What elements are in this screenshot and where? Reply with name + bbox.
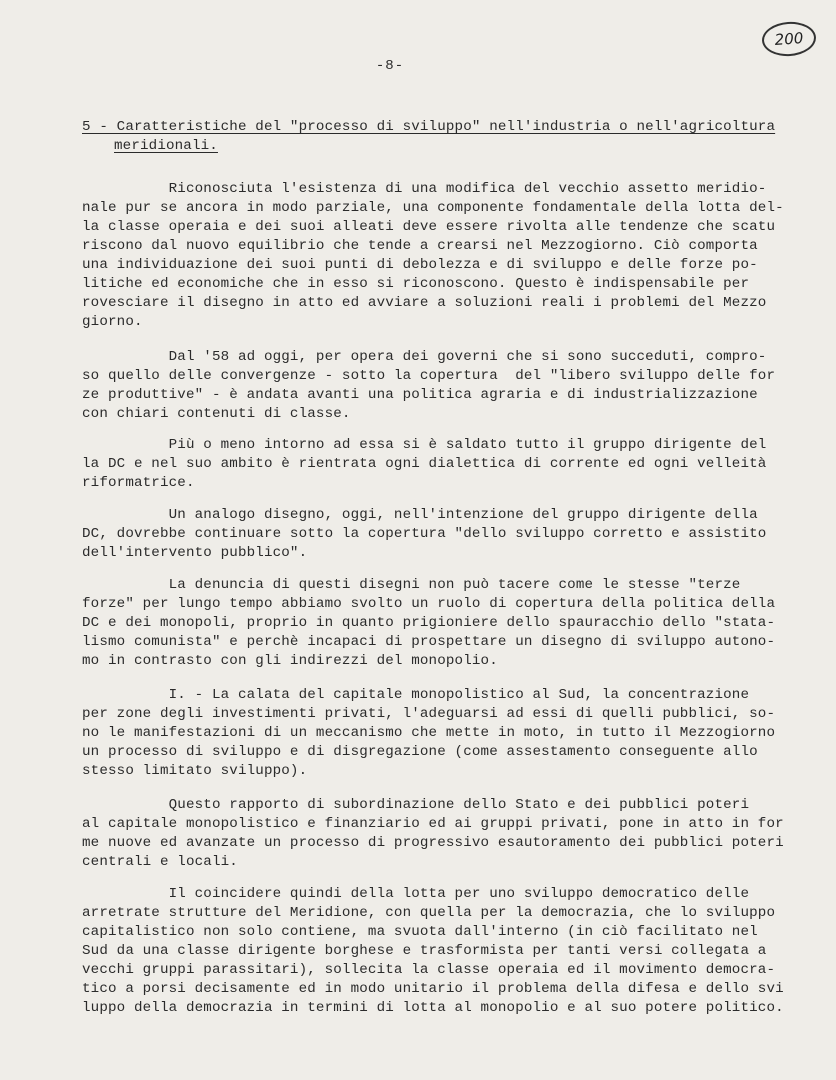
paragraph-8-line: tico a porsi decisamente ed in modo unitario il problema della difesa e dello svi — [82, 981, 784, 997]
paragraph-1-line: nale pur se ancora in modo parziale, una componente fondamentale della lotta del- — [82, 200, 784, 216]
paragraph-1-line: riscono dal nuovo equilibrio che tende a crearsi nel Mezzogiorno. Ciò comporta — [82, 238, 758, 254]
page-stamp: 200 — [761, 20, 817, 58]
paragraph-8-line: arretrate strutture del Meridione, con quella per la democrazia, che lo sviluppo — [82, 905, 776, 921]
paragraph-8-line: vecchi gruppi parassitari), sollecita la classe operaia ed il movimento democra- — [82, 962, 776, 978]
paragraph-8-line: Sud da una classe dirigente borghese e trasformista per tanti versi collegata a — [82, 943, 767, 959]
paragraph-1-line: rovesciare il disegno in atto ed avviare a soluzioni reali i problemi del Mezzo — [82, 295, 767, 311]
paragraph-1-line: una individuazione dei suoi punti di debolezza e di sviluppo e delle forze po- — [82, 257, 758, 273]
paragraph-2-line: con chiari contenuti di classe. — [82, 406, 351, 422]
paragraph-1-line: litiche ed economiche che in esso si riconoscono. Questo è indispensabile per — [82, 276, 750, 292]
paragraph-6-line: no le manifestazioni di un meccanismo che mette in moto, in tutto il Mezzogiorno — [82, 725, 776, 741]
paragraph-1-line: giorno. — [82, 314, 143, 330]
paragraph-7-line: al capitale monopolistico e finanziario ed ai gruppi privati, pone in atto in for — [82, 816, 784, 832]
paragraph-6-line: I. - La calata del capitale monopolistico al Sud, la concentrazione — [82, 687, 750, 703]
section-heading-line-2: meridionali. — [114, 138, 218, 154]
paragraph-6-line: per zone degli investimenti privati, l'adeguarsi ad essi di quelli pubblici, so- — [82, 706, 776, 722]
paragraph-4-line: dell'intervento pubblico". — [82, 545, 308, 561]
section-heading-line-1: 5 - Caratteristiche del "processo di sviluppo" nell'industria o nell'agricoltura — [82, 119, 776, 135]
paragraph-2-line: Dal '58 ad oggi, per opera dei governi che si sono succeduti, compro- — [82, 349, 767, 365]
paragraph-6-line: un processo di sviluppo e di disgregazione (come assestamento conseguente allo — [82, 744, 758, 760]
paragraph-7-line: me nuove ed avanzate un processo di progressivo esautoramento dei pubblici poteri — [82, 835, 784, 851]
paragraph-1-line: Riconosciuta l'esistenza di una modifica del vecchio assetto meridio- — [82, 181, 767, 197]
paragraph-8-line: luppo della democrazia in termini di lotta al monopolio e al suo potere politico. — [82, 1000, 784, 1016]
paragraph-3-line: la DC e nel suo ambito è rientrata ogni dialettica di corrente ed ogni velleità — [82, 456, 767, 472]
paragraph-5-line: DC e dei monopoli, proprio in quanto prigioniere dello spauracchio dello "stata- — [82, 615, 776, 631]
paragraph-4-line: DC, dovrebbe continuare sotto la copertura "dello sviluppo corretto e assistito — [82, 526, 767, 542]
paragraph-5-line: lismo comunista" e perchè incapaci di prospettare un disegno di sviluppo autono- — [82, 634, 776, 650]
paragraph-3-line: riformatrice. — [82, 475, 195, 491]
paragraph-8-line: capitalistico non solo contiene, ma svuota dall'interno (in ciò facilitato nel — [82, 924, 758, 940]
paragraph-3-line: Più o meno intorno ad essa si è saldato tutto il gruppo dirigente del — [82, 437, 767, 453]
paragraph-1-line: la classe operaia e dei suoi alleati deve essere rivolta alle tendenze che scatu — [82, 219, 776, 235]
paragraph-7-line: centrali e locali. — [82, 854, 238, 870]
page-number: -8- — [375, 58, 405, 74]
paragraph-2-line: so quello delle convergenze - sotto la copertura del "libero sviluppo delle for — [82, 368, 776, 384]
paragraph-5-line: mo in contrasto con gli indirezzi del monopolio. — [82, 653, 498, 669]
paragraph-6-line: stesso limitato sviluppo). — [82, 763, 308, 779]
paragraph-7-line: Questo rapporto di subordinazione dello Stato e dei pubblici poteri — [82, 797, 750, 813]
paragraph-8-line: Il coincidere quindi della lotta per uno sviluppo democratico delle — [82, 886, 750, 902]
paragraph-2-line: ze produttive" - è andata avanti una politica agraria e di industrializzazione — [82, 387, 758, 403]
paragraph-5-line: forze" per lungo tempo abbiamo svolto un ruolo di copertura della politica della — [82, 596, 776, 612]
paragraph-5-line: La denuncia di questi disegni non può tacere come le stesse "terze — [82, 577, 741, 593]
paragraph-4-line: Un analogo disegno, oggi, nell'intenzione del gruppo dirigente della — [82, 507, 758, 523]
